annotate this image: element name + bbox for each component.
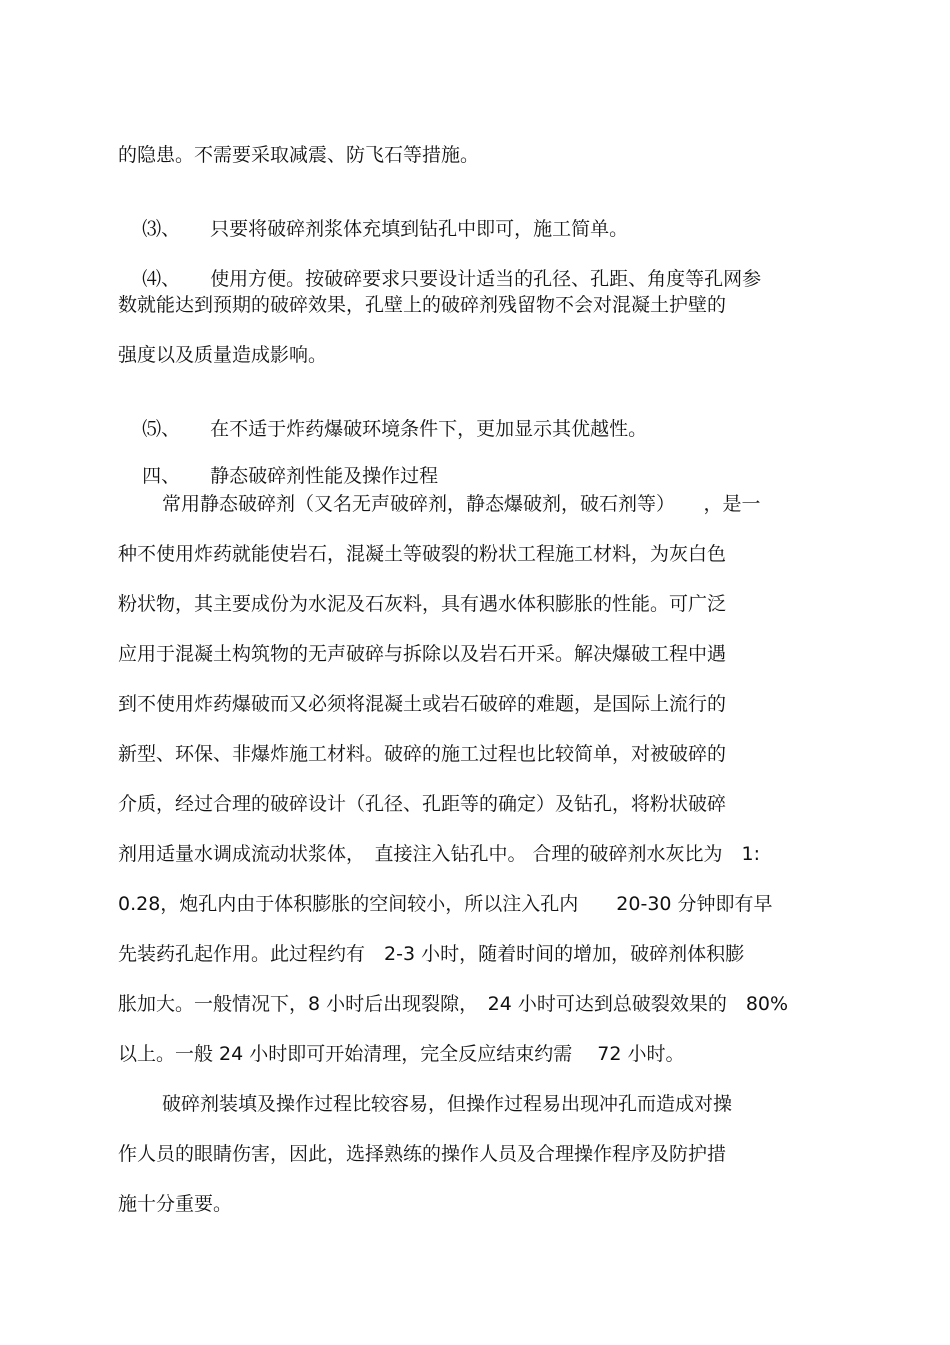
- text-line: 介质，经过合理的破碎设计（孔径、孔距等的确定）及钻孔，将粉状破碎: [118, 793, 727, 815]
- text-line: 到不使用炸药爆破而又必须将混凝土或岩石破碎的难题，是国际上流行的: [118, 693, 727, 715]
- list-item-text: 在不适于炸药爆破环境条件下，更加显示其优越性。: [210, 418, 648, 440]
- text-line: 种不使用炸药就能使岩石，混凝土等破裂的粉状工程施工材料，为灰白色: [118, 543, 727, 565]
- list-item-text: 使用方便。按破碎要求只要设计适当的孔径、孔距、角度等孔网参: [210, 268, 762, 290]
- text-line: 强度以及质量造成影响。: [118, 344, 328, 366]
- list-item-4: [118, 243, 762, 290]
- text-line: 0.28，炮孔内由于体积膨胀的空间较小，所以注入孔内 20-30 分钟即有早: [118, 893, 773, 915]
- section-title: 静态破碎剂性能及操作过程: [210, 465, 439, 487]
- list-item-3: [118, 193, 629, 240]
- text-line: 胀加大。一般情况下，8 小时后出现裂隙， 24 小时可达到总破裂效果的 80%: [118, 993, 789, 1015]
- text-line: 以上。一般 24 小时即可开始清理，完全反应结束约需 72 小时。: [118, 1043, 685, 1065]
- list-marker: ⑷、: [142, 268, 181, 290]
- text-line: 应用于混凝土构筑物的无声破碎与拆除以及岩石开采。解决爆破工程中遇: [118, 643, 727, 665]
- paragraph-first-line: 破碎剂装填及操作过程比较容易，但操作过程易出现冲孔而造成对操: [162, 1093, 733, 1115]
- text-line: 的隐患。不需要采取减震、防飞石等措施。: [118, 144, 480, 166]
- text-line: 作人员的眼睛伤害，因此，选择熟练的操作人员及合理操作程序及防护措: [118, 1143, 727, 1165]
- text-line: 先装药孔起作用。此过程约有 2-3 小时，随着时间的增加，破碎剂体积膨: [118, 943, 745, 965]
- text-line: 施十分重要。: [118, 1193, 233, 1215]
- text-line: 新型、环保、非爆炸施工材料。破碎的施工过程也比较简单，对被破碎的: [118, 743, 727, 765]
- list-item-text: 只要将破碎剂浆体充填到钻孔中即可，施工简单。: [210, 218, 629, 240]
- list-item-5: [118, 393, 648, 440]
- list-marker: ⑸、: [142, 418, 181, 440]
- list-marker: ⑶、: [142, 218, 181, 240]
- text-line: 粉状物，其主要成份为水泥及石灰料，具有遇水体积膨胀的性能。可广泛: [118, 593, 727, 615]
- paragraph-first-line: 常用静态破碎剂（又名无声破碎剂，静态爆破剂，破石剂等） ，是一: [162, 493, 761, 515]
- section-heading: [118, 440, 439, 487]
- text-line: 剂用适量水调成流动状浆体， 直接注入钻孔中。 合理的破碎剂水灰比为 1:: [118, 843, 761, 865]
- section-number: 四、: [142, 465, 181, 487]
- text-line: 数就能达到预期的破碎效果，孔壁上的破碎剂残留物不会对混凝土护壁的: [118, 294, 727, 316]
